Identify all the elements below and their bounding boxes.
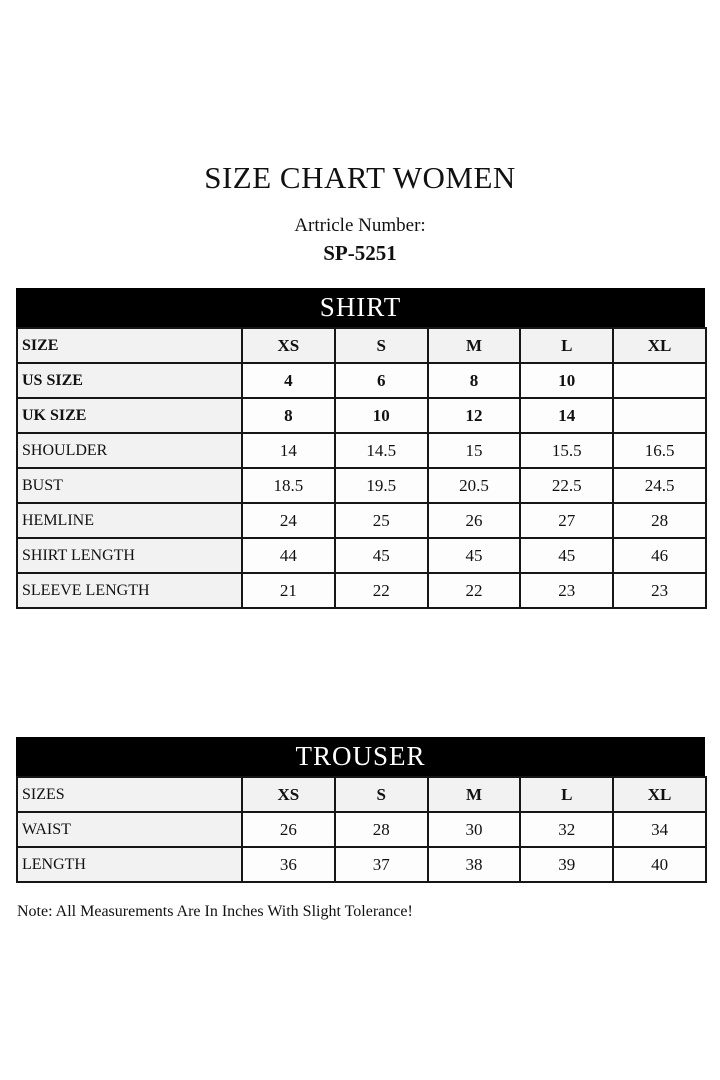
table-row-bust [17, 468, 706, 503]
table-cell: 28 [335, 812, 428, 847]
trouser-size-header-row [17, 777, 706, 812]
table-cell: 22.5 [520, 468, 613, 503]
table-cell: 14.5 [335, 433, 428, 468]
row-label: SHIRT LENGTH [17, 538, 242, 573]
measurement-note: Note: All Measurements Are In Inches With Slight Tolerance! [17, 903, 413, 920]
row-label: UK SIZE [17, 398, 242, 433]
table-cell: 44 [242, 538, 335, 573]
table-cell: 8 [242, 398, 335, 433]
column-header: XS [242, 328, 335, 363]
shirt-size-table [16, 288, 705, 609]
trouser-table-title: TROUSER [16, 737, 705, 776]
table-cell: 30 [428, 812, 521, 847]
table-cell: 26 [428, 503, 521, 538]
table-cell: 22 [335, 573, 428, 608]
table-cell: 21 [242, 573, 335, 608]
table-cell: 15 [428, 433, 521, 468]
column-header: XS [242, 777, 335, 812]
shirt-size-header-row [17, 328, 706, 363]
table-row-shirt-length [17, 538, 706, 573]
table-cell: 26 [242, 812, 335, 847]
table-cell: 20.5 [428, 468, 521, 503]
table-row-waist [17, 812, 706, 847]
table-cell: 24.5 [613, 468, 706, 503]
shirt-table-title: SHIRT [16, 288, 705, 327]
table-row-hemline [17, 503, 706, 538]
table-cell [613, 398, 706, 433]
column-header: SIZE [17, 328, 242, 363]
column-header: S [335, 328, 428, 363]
table-cell: 14 [242, 433, 335, 468]
column-header: M [428, 777, 521, 812]
row-label: US SIZE [17, 363, 242, 398]
table-cell: 25 [335, 503, 428, 538]
table-cell: 39 [520, 847, 613, 882]
column-header: L [520, 777, 613, 812]
table-cell: 16.5 [613, 433, 706, 468]
table-cell: 40 [613, 847, 706, 882]
table-row-length [17, 847, 706, 882]
row-label: BUST [17, 468, 242, 503]
table-cell: 6 [335, 363, 428, 398]
table-cell: 45 [428, 538, 521, 573]
article-number-label: Artricle Number: [294, 215, 426, 236]
column-header: XL [613, 777, 706, 812]
table-row-uk-size [17, 398, 706, 433]
column-header: S [335, 777, 428, 812]
table-cell: 19.5 [335, 468, 428, 503]
table-cell: 15.5 [520, 433, 613, 468]
table-row-sleeve-length [17, 573, 706, 608]
table-row-shoulder [17, 433, 706, 468]
table-cell: 37 [335, 847, 428, 882]
table-row-us-size [17, 363, 706, 398]
table-cell: 34 [613, 812, 706, 847]
table-cell: 27 [520, 503, 613, 538]
row-label: SHOULDER [17, 433, 242, 468]
column-header: SIZES [17, 777, 242, 812]
row-label: SLEEVE LENGTH [17, 573, 242, 608]
column-header: M [428, 328, 521, 363]
article-number-value: SP-5251 [323, 241, 397, 265]
column-header: L [520, 328, 613, 363]
table-cell: 18.5 [242, 468, 335, 503]
table-cell [613, 363, 706, 398]
table-cell: 10 [520, 363, 613, 398]
table-cell: 28 [613, 503, 706, 538]
table-cell: 14 [520, 398, 613, 433]
row-label: HEMLINE [17, 503, 242, 538]
table-cell: 12 [428, 398, 521, 433]
table-cell: 4 [242, 363, 335, 398]
table-cell: 36 [242, 847, 335, 882]
row-label: WAIST [17, 812, 242, 847]
table-cell: 46 [613, 538, 706, 573]
table-cell: 23 [520, 573, 613, 608]
trouser-size-table [16, 737, 705, 883]
table-cell: 45 [520, 538, 613, 573]
table-cell: 10 [335, 398, 428, 433]
table-cell: 45 [335, 538, 428, 573]
shirt-table [16, 327, 707, 609]
table-cell: 24 [242, 503, 335, 538]
table-cell: 22 [428, 573, 521, 608]
table-cell: 38 [428, 847, 521, 882]
table-cell: 8 [428, 363, 521, 398]
page-title: SIZE CHART WOMEN [204, 160, 516, 195]
column-header: XL [613, 328, 706, 363]
row-label: LENGTH [17, 847, 242, 882]
trouser-table [16, 776, 707, 883]
table-cell: 32 [520, 812, 613, 847]
table-cell: 23 [613, 573, 706, 608]
